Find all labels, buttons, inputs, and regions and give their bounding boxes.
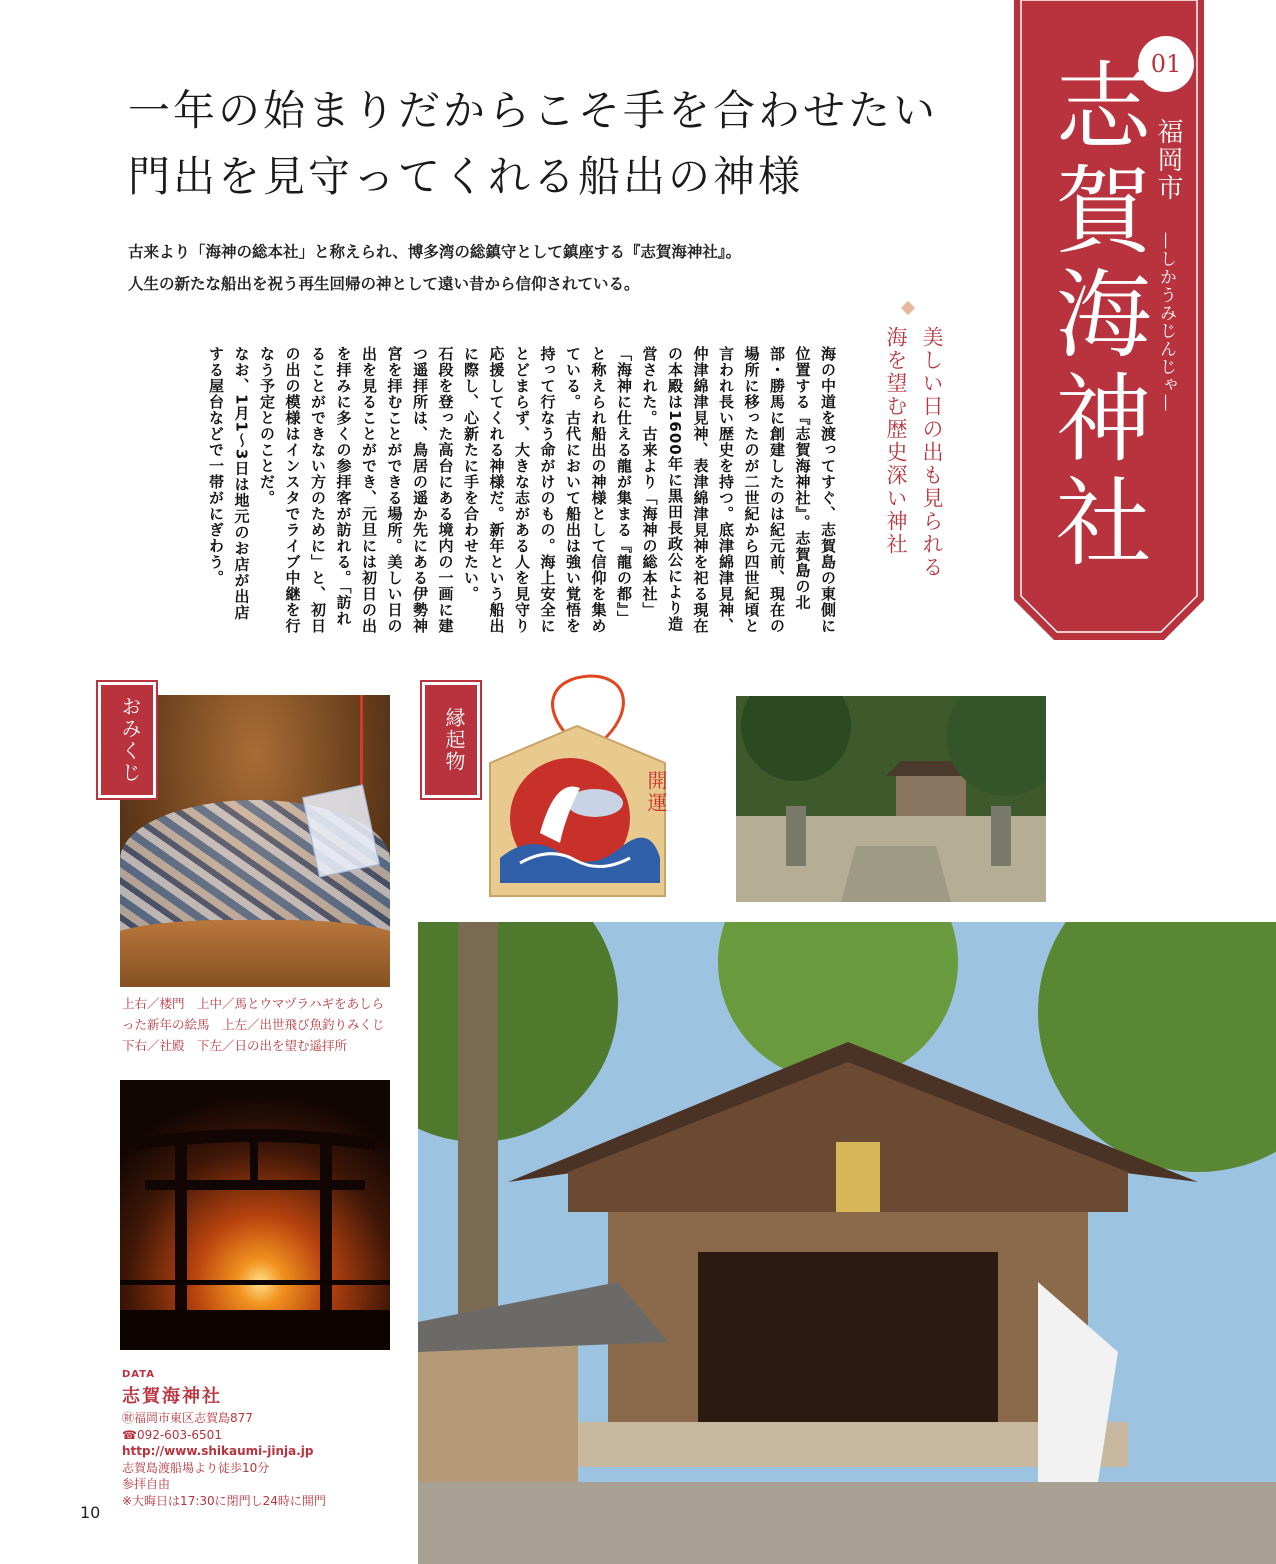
data-note: ※大晦日は17:30に閉門し24時に開門 (122, 1493, 326, 1508)
data-phone: ☎092-603-6501 (122, 1427, 222, 1442)
subtitle-line-2: 海を望む歴史深い神社 (884, 326, 908, 556)
headline-line-2: 門出を見守ってくれる船出の神様 (128, 152, 804, 201)
data-address: ㊖福岡市東区志賀島877 (122, 1411, 253, 1425)
subtitle (878, 326, 950, 579)
data-fee: 参拝自由 (122, 1477, 171, 1491)
lead-line-1: 古来より「海神の総本社」と称えられ、博多湾の総鎮守として鎮座する『志賀海神社』。 (128, 243, 742, 261)
data-details (122, 1410, 326, 1509)
body-paragraph: 海の中道を渡ってすぐ、志賀島の東側に位置する『志賀海神社』。志賀島の北部・勝馬に創建したのは紀元前、現在の場所に移ったのが二世紀から四世紀頃と言われ長い歴史を持つ。底津綿津見神、仲津綿津見神、表津綿津見神を祀る現在の本殿は1600年に黒田長政公により造営された。古来より「海神の総本社」「海神に仕える龍が集まる『龍の都』」と称えられ船出の神様として信仰を集めている。古代において船出は強い覚悟を持って行なう命がけのもの。海上安全にとどまらず、大きな志がある人を見守り応援してくれる神様だ。新年という船出に際し、心新たに手を合わせたい。 (462, 346, 837, 634)
banner-reading: —しかうみじんじゃ— (1156, 232, 1176, 412)
data-shrine-name: 志賀海神社 (122, 1386, 222, 1407)
lead-text (128, 236, 741, 300)
photo-caption: 上右／楼門 上中／馬とウマヅラハギをあしらった新年の絵馬 上左／出世飛び魚釣りみくじ 下右／社殿 下左／日の出を望む遥拝所 (122, 996, 398, 1053)
page-number: 10 (80, 1503, 101, 1522)
lead-line-2: 人生の新たな船出を祝う再生回帰の神として遠い昔から信仰されている。 (128, 275, 640, 293)
data-tag: DATA (122, 1369, 156, 1380)
headline-line-1: 一年の始まりだからこそ手を合わせたい (128, 86, 939, 135)
banner-number: 01 (1138, 36, 1194, 92)
body-paragraph: 石段を登った高台にある境内の一画に建つ遥拝所は、鳥居の遥か先にある伊勢神宮を拝むことができる場所。美しい日の出を見ることができ、元旦には初日の出を拝みに多くの参拝客が訪れる。「訪れることができない方のために」と、初日の出の模様はインスタでライブ中継を行なう予定とのことだ。 (258, 346, 455, 634)
engimono-label-text: 縁起物 (425, 685, 477, 795)
data-url-link[interactable]: http://www.shikaumi-jinja.jp (122, 1444, 314, 1458)
torii-sunset-photo (120, 1080, 390, 1350)
subtitle-line-1: 美しい日の出も見られる (920, 326, 944, 579)
banner-title: 志賀海神社 (1040, 56, 1152, 576)
engimono-label (420, 680, 482, 800)
diamond-icon (901, 301, 915, 315)
body-text (120, 346, 840, 636)
omikuji-photo (120, 695, 390, 987)
romon-gate-photo (736, 696, 1046, 902)
headline (128, 78, 938, 210)
omikuji-label-text: おみくじ (101, 685, 153, 795)
ema-text: 開運 (644, 770, 668, 814)
shaden-main-hall-photo (418, 922, 1276, 1564)
omikuji-label (96, 680, 158, 800)
body-paragraph: なお、1月1〜3日は地元のお店が出店する屋台などで一帯がにぎわう。 (207, 346, 251, 621)
data-access: 志賀島渡船場より徒歩10分 (122, 1460, 270, 1475)
banner-city: 福岡市 (1153, 118, 1183, 202)
